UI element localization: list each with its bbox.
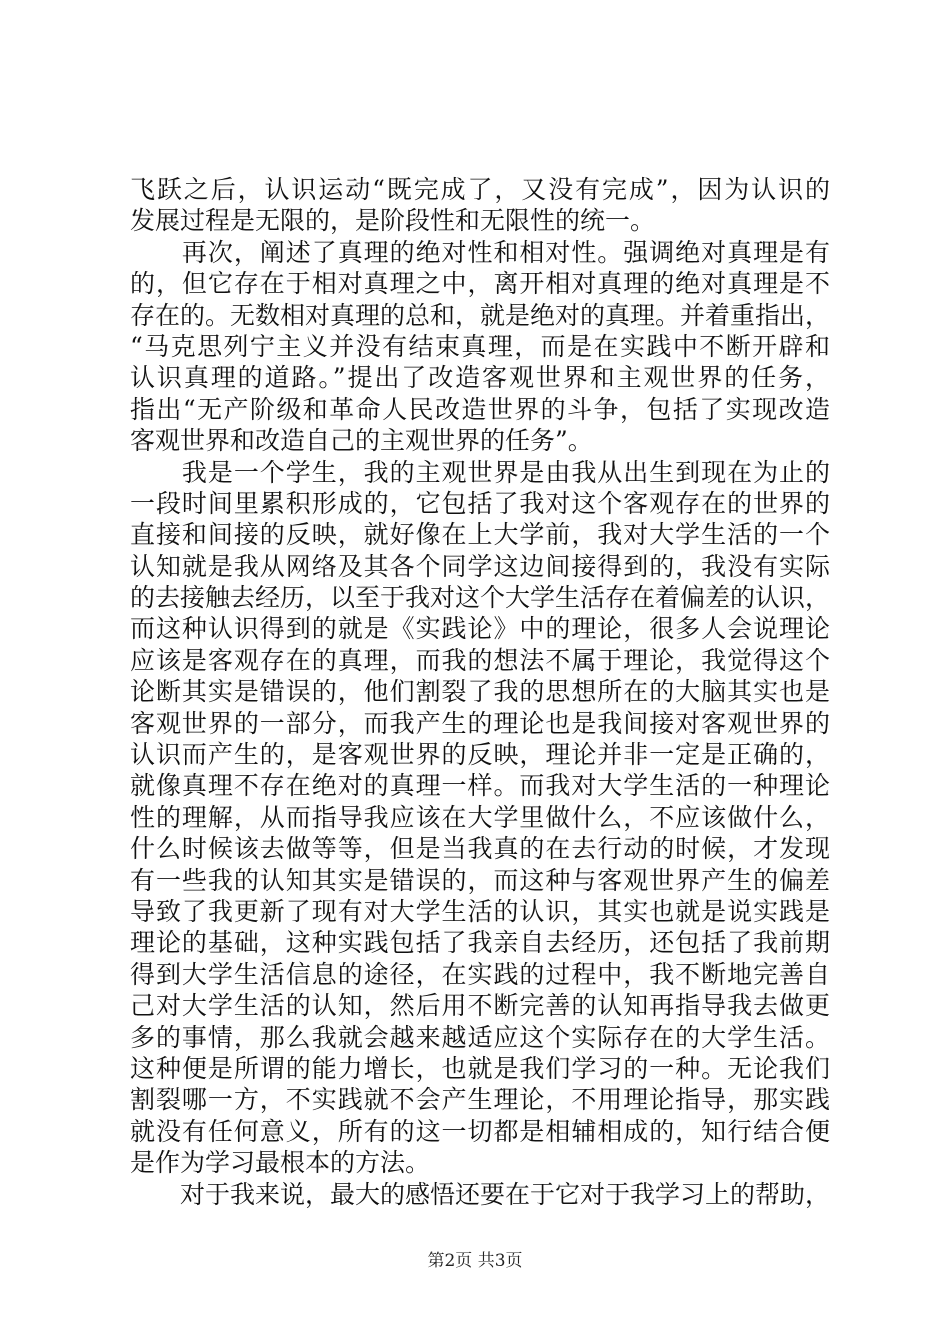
text-line: 一段时间里累积形成的，它包括了我对这个客观存在的世界的	[130, 488, 830, 518]
text-line: 直接和间接的反映，就好像在上大学前，我对大学生活的一个	[130, 520, 830, 550]
text-line: 对于我来说，最大的感悟还要在于它对于我学习上的帮助，	[130, 1179, 831, 1209]
document-body	[130, 174, 830, 1210]
text-line: 认知就是我从网络及其各个同学这边间接得到的，我没有实际	[130, 551, 830, 581]
text-line: 飞跃之后，认识运动“既完成了，又没有完成”，因为认识的	[130, 175, 830, 204]
text-line: 什么时候该去做等等，但是当我真的在去行动的时候，才发现	[130, 834, 830, 864]
text-line: 而这种认识得到的就是《实践论》中的理论，很多人会说理论	[130, 614, 830, 644]
text-line: 得到大学生活信息的途径，在实践的过程中，我不断地完善自	[130, 959, 830, 989]
text-line: 性的理解，从而指导我应该在大学里做什么，不应该做什么，	[130, 802, 830, 832]
text-line: 我是一个学生，我的主观世界是由我从出生到现在为止的	[130, 457, 830, 487]
page-number-footer: 第2页 共3页	[427, 1251, 523, 1271]
text-line: “马克思列宁主义并没有结束真理，而是在实践中不断开辟和	[130, 331, 830, 361]
text-line: 存在的。无数相对真理的总和，就是绝对的真理。并着重指出，	[130, 300, 831, 330]
text-line: 指出“无产阶级和革命人民改造世界的斗争，包括了实现改造	[130, 394, 830, 424]
text-line: 的去接触去经历，以至于我对这个大学生活存在着偏差的认识，	[130, 583, 831, 613]
text-line: 割裂哪一方，不实践就不会产生理论，不用理论指导，那实践	[130, 1085, 830, 1115]
text-line: 就像真理不存在绝对的真理一样。而我对大学生活的一种理论	[130, 771, 830, 801]
text-line: 发展过程是无限的，是阶段性和无限性的统一。	[130, 206, 656, 236]
text-line: 导致了我更新了现有对大学生活的认识，其实也就是说实践是	[130, 896, 830, 926]
text-line: 应该是客观存在的真理，而我的想法不属于理论，我觉得这个	[130, 645, 830, 675]
text-line: 这种便是所谓的能力增长，也就是我们学习的一种。无论我们	[130, 1053, 830, 1083]
text-line: 论断其实是错误的，他们割裂了我的思想所在的大脑其实也是	[130, 677, 830, 707]
text-line: 认识真理的道路。”提出了改造客观世界和主观世界的任务，	[130, 363, 830, 393]
text-line: 认识而产生的，是客观世界的反映，理论并非一定是正确的，	[130, 740, 830, 770]
text-line: 是作为学习最根本的方法。	[130, 1148, 431, 1178]
text-line: 再次，阐述了真理的绝对性和相对性。强调绝对真理是有	[130, 237, 830, 267]
text-line: 就没有任何意义，所有的这一切都是相辅相成的，知行结合便	[130, 1116, 830, 1146]
text-line: 理论的基础，这种实践包括了我亲自去经历，还包括了我前期	[130, 928, 830, 958]
text-line: 有一些我的认知其实是错误的，而这种与客观世界产生的偏差	[130, 865, 830, 895]
text-line: 客观世界的一部分，而我产生的理论也是我间接对客观世界的	[130, 708, 830, 738]
text-line: 的，但它存在于相对真理之中，离开相对真理的绝对真理是不	[130, 269, 830, 299]
text-line: 多的事情，那么我就会越来越适应这个实际存在的大学生活。	[130, 1022, 830, 1052]
text-line: 客观世界和改造自己的主观世界的任务”。	[130, 426, 593, 456]
text-line: 己对大学生活的认知，然后用不断完善的认知再指导我去做更	[130, 991, 830, 1021]
